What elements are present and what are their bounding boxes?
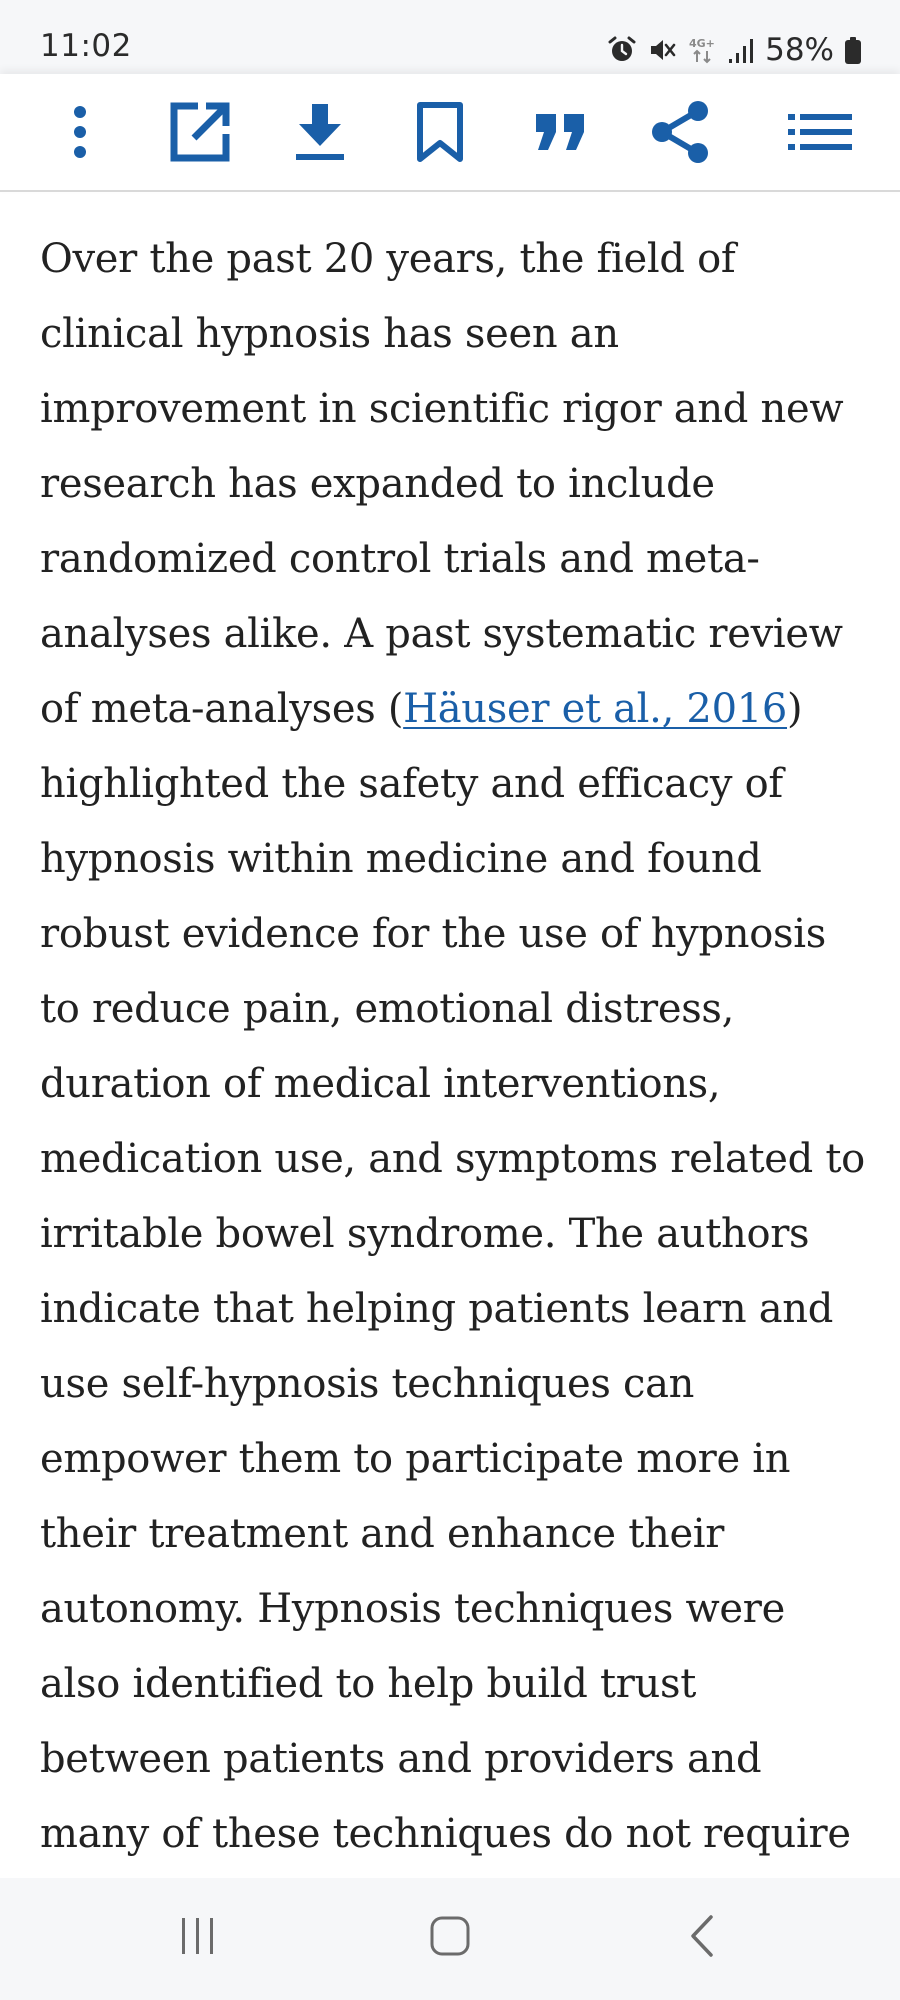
battery-icon <box>844 35 862 65</box>
article-toolbar <box>0 74 900 192</box>
network-4g-icon <box>687 35 717 65</box>
status-icons <box>607 32 862 68</box>
mute-icon <box>647 35 677 65</box>
signal-icon <box>727 35 755 65</box>
download-icon <box>293 102 347 166</box>
more-options-button[interactable] <box>40 94 120 174</box>
open-external-button[interactable] <box>160 94 240 174</box>
bookmark-icon <box>415 101 465 167</box>
download-button[interactable] <box>280 94 360 174</box>
recent-apps-icon <box>178 1916 218 1960</box>
quote-icon <box>534 112 586 156</box>
status-bar <box>0 0 900 74</box>
article-content <box>40 192 870 1878</box>
article-paragraph <box>40 192 870 1947</box>
table-of-contents-button[interactable] <box>780 94 860 174</box>
share-button[interactable] <box>640 94 720 174</box>
more-vertical-icon <box>70 104 90 164</box>
home-icon <box>429 1915 471 1961</box>
bookmark-button[interactable] <box>400 94 480 174</box>
share-icon <box>648 100 712 168</box>
back-icon <box>687 1914 717 1962</box>
status-time: 11:02 <box>40 28 132 64</box>
alarm-icon <box>607 35 637 65</box>
list-icon <box>788 112 852 156</box>
cite-button[interactable] <box>520 94 600 174</box>
citation-link[interactable]: Häuser et al., 2016 <box>403 686 788 732</box>
back-button[interactable] <box>662 1908 742 1968</box>
home-button[interactable] <box>410 1908 490 1968</box>
external-link-icon <box>168 100 232 168</box>
recent-apps-button[interactable] <box>158 1908 238 1968</box>
paragraph-text-after-link: ) highlighted the safety and efficacy of hypnosis within medicine and found robust evidence for the use of hypnosis to reduce pain, emotional distress, duration of medical interventions, medication use, and symptoms related to irritable bowel syndrome. The authors indicate that helping patients learn and use self-hypnosis techniques can empower them to participate more in their treatment and enhance their autonomy. Hypnosis techniques were also identified to help build trust between patients and providers and many of these techniques do not require <box>40 686 865 1857</box>
system-nav-bar <box>0 1878 900 2000</box>
svg-text:4G+: 4G+ <box>689 37 715 50</box>
battery-percent: 58% <box>765 32 834 68</box>
paragraph-text-before-link: Over the past 20 years, the field of clinical hypnosis has seen an improvement in scientific rigor and new research has expanded to include randomized control trials and meta-analyses alike. A past systematic review of meta-analyses ( <box>40 236 844 732</box>
